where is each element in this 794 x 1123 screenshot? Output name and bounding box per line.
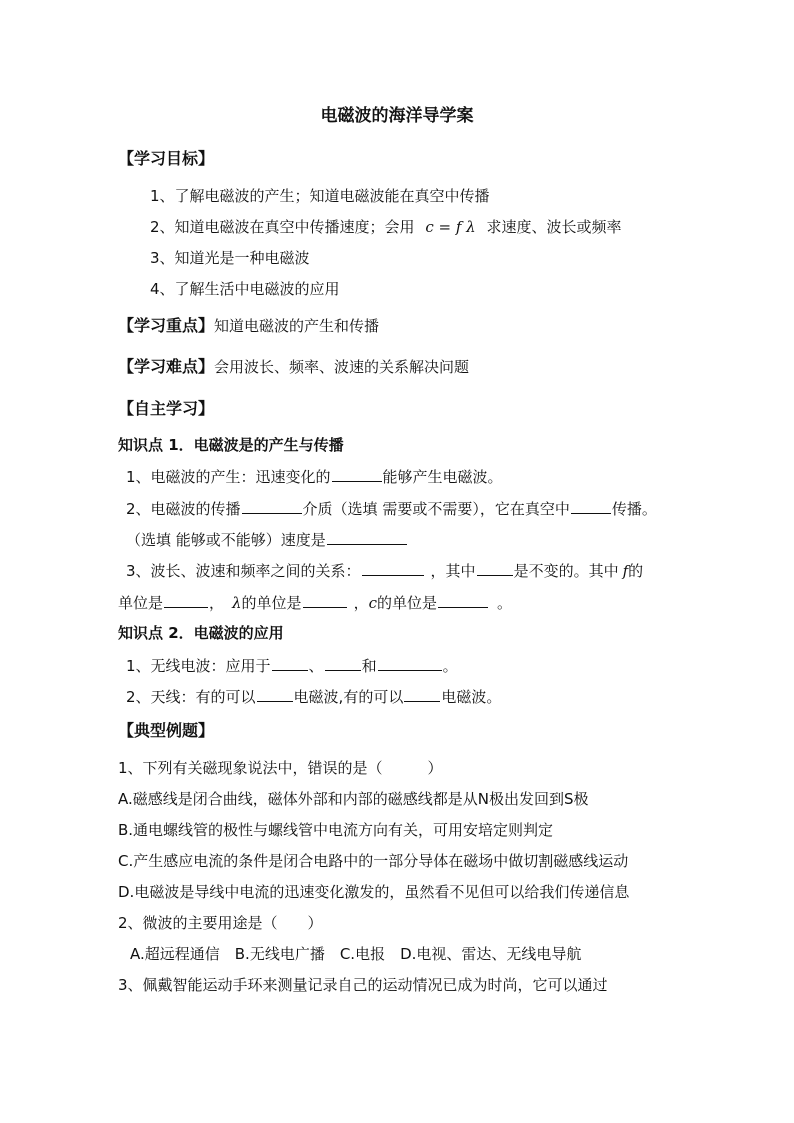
kp1-l2c: 传播。	[611, 500, 657, 518]
kp2-l1c: 和	[361, 657, 377, 675]
kp2-l2c: 电磁波。	[441, 688, 502, 706]
fill-blank[interactable]	[257, 686, 293, 702]
question-1-option-b: B.通电螺线管的极性与螺线管中电流方向有关，可用安培定则判定	[118, 821, 554, 839]
question-1-option-c: C.产生感应电流的条件是闭合电路中的一部分导体在磁场中做切割磁感线运动	[118, 852, 629, 870]
formula: c = f λ	[425, 218, 476, 236]
kp2-l1b: 、	[308, 657, 324, 675]
kp1-l4d: 的	[628, 562, 644, 580]
kp2-line-1	[126, 655, 458, 676]
symbol-lambda: λ	[232, 594, 242, 612]
difficulty-heading: 【学习难点】	[118, 357, 215, 376]
kp1-l4c: 是不变的。其中	[513, 562, 619, 580]
kp1-l5e: 的单位是	[376, 594, 437, 612]
kp1-l1a: 1、电磁波的产生：迅速变化的	[126, 468, 331, 486]
focus-heading: 【学习重点】	[118, 316, 215, 335]
kp1-title: 知识点 1．电磁波是的产生与传播	[118, 436, 344, 454]
goal-item-2-text-a: 2、知道电磁波在真空中传播速度；会用	[150, 218, 415, 236]
kp2-title: 知识点 2．电磁波的应用	[118, 624, 284, 642]
goal-item-4: 4、了解生活中电磁波的应用	[150, 280, 340, 298]
kp1-l5f: 。	[497, 594, 513, 612]
goal-item-2	[150, 217, 621, 237]
question-2-options: A.超远程通信 B.无线电广播 C.电报 D.电视、雷达、无线电导航	[130, 945, 582, 963]
fill-blank[interactable]	[327, 529, 407, 545]
goal-item-2-text-b: 求速度、波长或频率	[486, 218, 622, 236]
kp1-l2a: 2、电磁波的传播	[126, 500, 241, 518]
fill-blank[interactable]	[404, 686, 440, 702]
difficulty-text: 会用波长、频率、波速的关系解决问题	[214, 358, 470, 376]
fill-blank[interactable]	[477, 560, 513, 576]
fill-blank[interactable]	[242, 498, 302, 514]
kp1-l5c: 的单位是	[241, 594, 302, 612]
examples-heading: 【典型例题】	[118, 721, 215, 740]
question-1-option-d: D.电磁波是导线中电流的迅速变化激发的，虽然看不见但可以给我们传递信息	[118, 883, 630, 901]
fill-blank[interactable]	[325, 655, 361, 671]
focus-text: 知道电磁波的产生和传播	[214, 317, 380, 335]
kp2-l2a: 2、天线：有的可以	[126, 688, 256, 706]
kp1-l3a: （选填 能够或不能够）速度是	[126, 531, 326, 549]
goal-item-1: 1、了解电磁波的产生；知道电磁波能在真空中传播	[150, 187, 490, 205]
kp1-l4a: 3、波长、波速和频率之间的关系：	[126, 562, 361, 580]
kp1-line-2	[126, 498, 657, 519]
kp1-line-3	[126, 529, 408, 550]
kp1-l5b: ，	[209, 594, 225, 612]
focus-line	[118, 316, 379, 336]
kp2-l1d: 。	[442, 657, 458, 675]
page-title: 电磁波的海洋导学案	[320, 106, 474, 126]
kp1-l4b: ，其中	[430, 562, 476, 580]
kp2-line-2	[126, 686, 501, 707]
question-1-option-a: A.磁感线是闭合曲线，磁体外部和内部的磁感线都是从N极出发回到S极	[118, 790, 589, 808]
difficulty-line	[118, 357, 469, 377]
question-2: 2、微波的主要用途是（ ）	[118, 914, 323, 932]
fill-blank[interactable]	[378, 655, 442, 671]
kp2-l1a: 1、无线电波：应用于	[126, 657, 271, 675]
goal-item-3: 3、知道光是一种电磁波	[150, 249, 310, 267]
kp2-l2b: 电磁波,有的可以	[293, 688, 404, 706]
kp1-l1b: 能够产生电磁波。	[382, 468, 503, 486]
kp1-l2b: 介质（选填 需要或不需要），它在真空中	[302, 500, 570, 518]
kp1-line-5	[118, 592, 512, 613]
kp1-line-4	[126, 560, 643, 581]
fill-blank[interactable]	[272, 655, 308, 671]
self-study-heading: 【自主学习】	[118, 399, 215, 418]
fill-blank[interactable]	[438, 592, 488, 608]
goals-heading: 【学习目标】	[118, 149, 215, 168]
fill-blank[interactable]	[332, 466, 382, 482]
kp1-l5d: ，	[353, 594, 369, 612]
fill-blank[interactable]	[164, 592, 208, 608]
fill-blank[interactable]	[362, 560, 424, 576]
kp1-l5a: 单位是	[118, 594, 164, 612]
question-1: 1、下列有关磁现象说法中，错误的是（ ）	[118, 759, 443, 777]
symbol-f: f	[622, 562, 629, 580]
question-3: 3、佩戴智能运动手环来测量记录自己的运动情况已成为时尚，它可以通过	[118, 976, 608, 994]
symbol-c: c	[368, 594, 377, 612]
fill-blank[interactable]	[303, 592, 347, 608]
fill-blank[interactable]	[571, 498, 611, 514]
kp1-line-1	[126, 466, 503, 487]
